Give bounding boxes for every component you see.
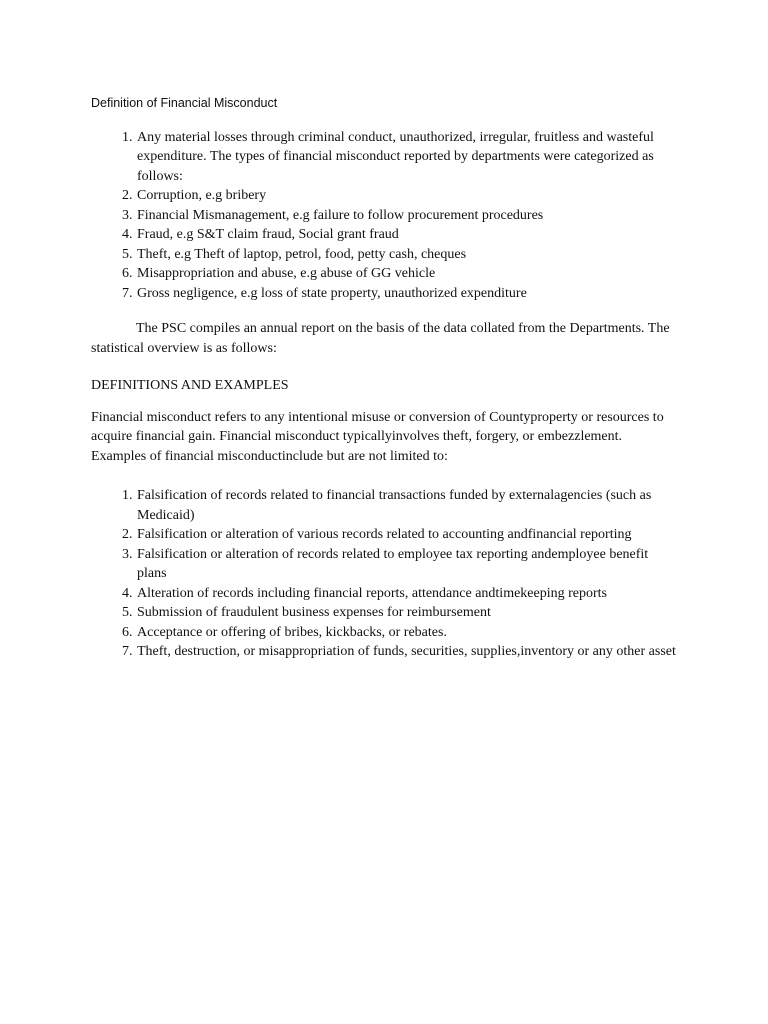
list-item: 5. Theft, e.g Theft of laptop, petrol, food, petty cash, cheques: [136, 245, 678, 265]
list-item: 6. Misappropriation and abuse, e.g abuse of GG vehicle: [136, 264, 678, 284]
section-heading: DEFINITIONS AND EXAMPLES: [91, 378, 289, 393]
list-item: 2. Falsification or alteration of various records related to accounting andfinancial reporting: [136, 525, 678, 545]
list-item: 3. Falsification or alteration of records related to employee tax reporting andemployee benefit plans: [136, 545, 678, 584]
list-item: 1. Falsification of records related to financial transactions funded by externalagencies (such as Medicaid): [136, 486, 678, 525]
document-title: Definition of Financial Misconduct: [91, 96, 278, 110]
list-item: 3. Financial Mismanagement, e.g failure to follow procurement procedures: [136, 206, 678, 226]
list-item: 1. Any material losses through criminal conduct, unauthorized, irregular, fruitless and wasteful expenditure. The types of financial misconduct reported by departments were categorized as follows:: [136, 128, 678, 187]
list-item: 7. Theft, destruction, or misappropriation of funds, securities, supplies,inventory or any other asset: [136, 642, 678, 662]
list-item: 2. Corruption, e.g bribery: [136, 186, 678, 206]
list-item: 7. Gross negligence, e.g loss of state property, unauthorized expenditure: [136, 284, 678, 304]
list-item: 6. Acceptance or offering of bribes, kickbacks, or rebates.: [136, 623, 678, 643]
misconduct-examples-list: [91, 486, 678, 662]
intro-paragraph: Financial misconduct refers to any intentional misuse or conversion of Countyproperty or resources to acquire financial gain. Financial misconduct typicallyinvolves theft, forgery, or embezzlement. Examples of financial misconductinclude but are not limited to:: [91, 409, 664, 464]
list-item: 4. Alteration of records including financial reports, attendance andtimekeeping reports: [136, 584, 678, 604]
psc-paragraph: The PSC compiles an annual report on the basis of the data collated from the Departments. The statistical overview is as follows:: [91, 321, 670, 356]
list-item: 4. Fraud, e.g S&T claim fraud, Social grant fraud: [136, 225, 678, 245]
list-item: 5. Submission of fraudulent business expenses for reimbursement: [136, 603, 678, 623]
misconduct-types-list: [91, 128, 678, 304]
